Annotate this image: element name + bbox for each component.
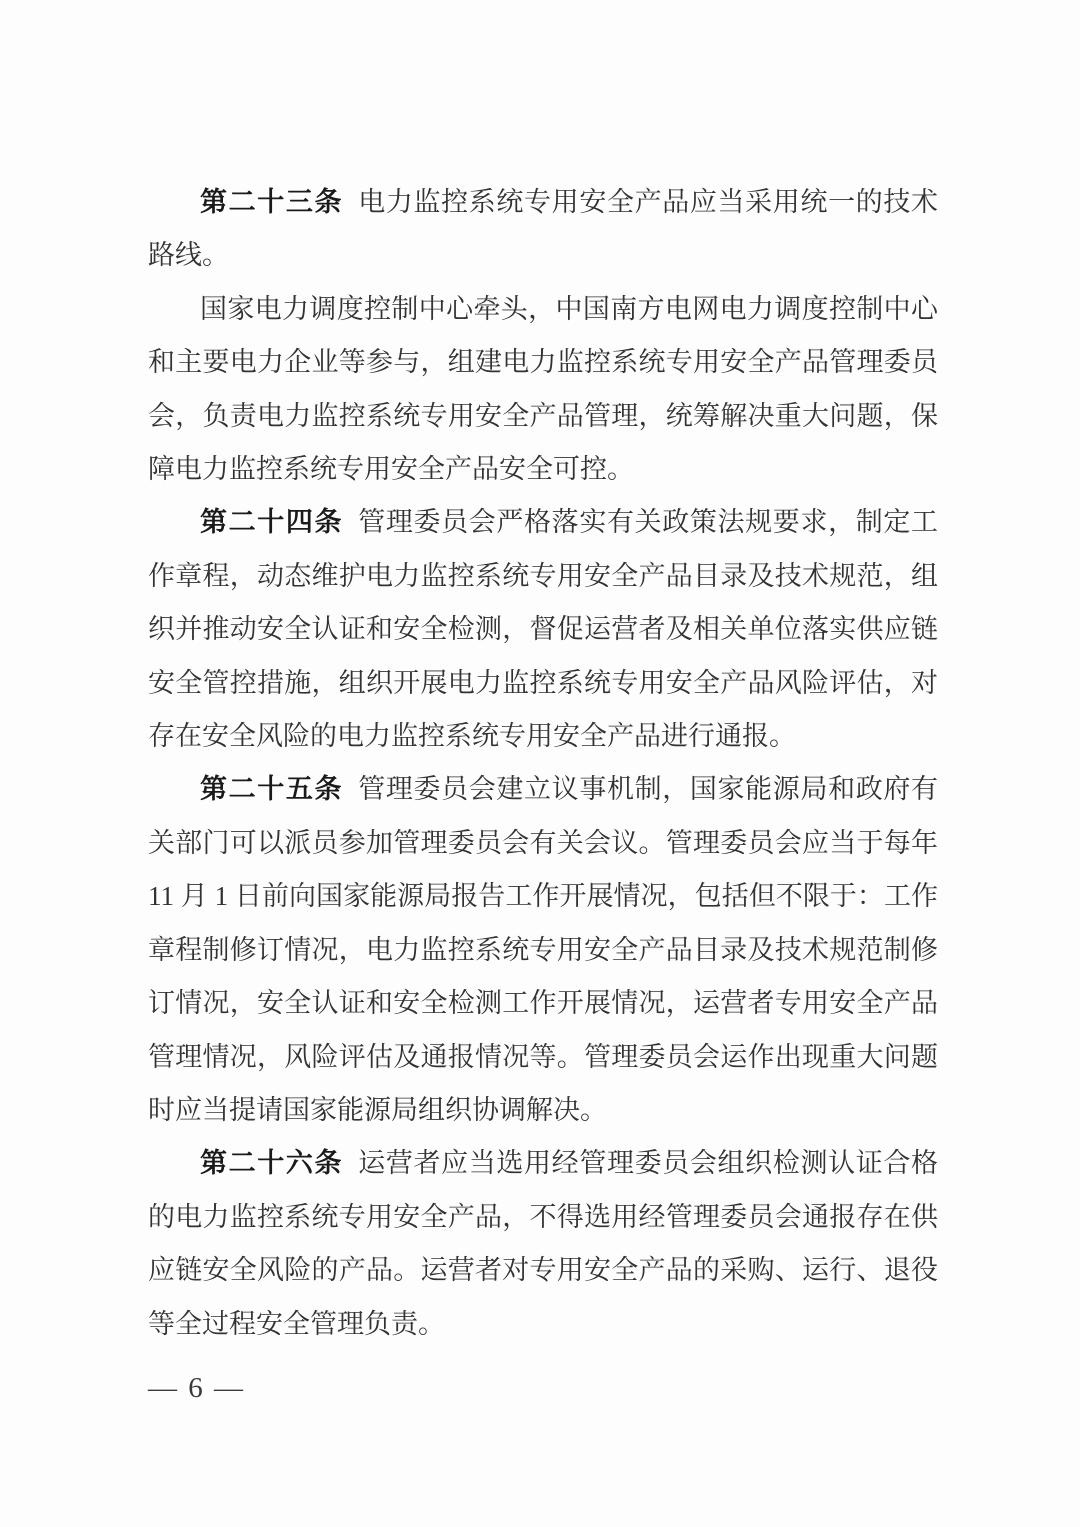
line-text: 作章程，动态维护电力监控系统专用安全产品目录及技术规范，组 <box>148 560 938 591</box>
line-text: 电力监控系统专用安全产品应当采用统一的技术 <box>358 187 939 217</box>
text-line <box>148 977 938 1030</box>
text-line <box>148 1298 938 1351</box>
article-26-paragraph <box>148 1137 938 1351</box>
text-line <box>148 1137 938 1190</box>
line-text: 国家电力调度控制中心牵头，中国南方电网电力调度控制中心 <box>200 293 938 324</box>
line-text: 管理情况，风险评估及通报情况等。管理委员会运作出现重大问题 <box>148 1041 938 1072</box>
line-text: 订情况，安全认证和安全检测工作开展情况，运营者专用安全产品 <box>148 988 938 1019</box>
line-text: 路线。 <box>148 240 229 271</box>
text-line <box>148 1031 938 1084</box>
line-text: 管理委员会建立议事机制，国家能源局和政府有 <box>358 774 939 805</box>
text-line <box>148 603 938 656</box>
line-text: 会，负责电力监控系统专用安全产品管理，统筹解决重大问题，保 <box>148 400 938 431</box>
line-text: 章程制修订情况，电力监控系统专用安全产品目录及技术规范制修 <box>148 934 938 965</box>
line-text: 运营者应当选用经管理委员会组织检测认证合格 <box>358 1148 939 1179</box>
text-line <box>148 763 938 816</box>
document-body <box>148 176 938 1351</box>
article-23-body-paragraph <box>148 283 938 497</box>
line-text: 时应当提请国家能源局组织协调解决。 <box>148 1094 607 1125</box>
line-text: 障电力监控系统专用安全产品安全可控。 <box>148 454 634 485</box>
text-line <box>148 924 938 977</box>
line-text: 等全过程安全管理负责。 <box>148 1308 445 1339</box>
text-line <box>148 176 938 229</box>
line-text: 管理委员会严格落实有关政策法规要求，制定工 <box>358 507 939 538</box>
page-number: — 6 — <box>148 1372 245 1404</box>
text-line <box>148 283 938 336</box>
line-text: 存在安全风险的电力监控系统专用安全产品进行通报。 <box>148 721 796 752</box>
line-text: 安全管控措施，组织开展电力监控系统专用安全产品风险评估，对 <box>148 667 938 698</box>
article-23-paragraph <box>148 176 938 283</box>
text-line <box>148 336 938 389</box>
text-line <box>148 870 938 923</box>
text-line <box>148 390 938 443</box>
line-text: 的电力监控系统专用安全产品，不得选用经管理委员会通报存在供 <box>148 1201 938 1232</box>
line-text: 织并推动安全认证和安全检测，督促运营者及相关单位落实供应链 <box>148 614 938 645</box>
line-text: 应链安全风险的产品。运营者对专用安全产品的采购、运行、退役 <box>148 1255 938 1286</box>
article-26-number: 第二十六条 <box>200 1148 344 1179</box>
article-25-paragraph <box>148 763 938 1137</box>
article-24-paragraph <box>148 496 938 763</box>
text-line <box>148 657 938 710</box>
text-line <box>148 1244 938 1297</box>
text-line <box>148 1191 938 1244</box>
article-24-number: 第二十四条 <box>200 507 344 538</box>
article-25-number: 第二十五条 <box>200 774 344 805</box>
text-line <box>148 550 938 603</box>
text-line <box>148 710 938 763</box>
text-line <box>148 229 938 282</box>
text-line <box>148 817 938 870</box>
text-line <box>148 443 938 496</box>
line-text: 和主要电力企业等参与，组建电力监控系统专用安全产品管理委员 <box>148 347 938 378</box>
line-text: 关部门可以派员参加管理委员会有关会议。管理委员会应当于每年 <box>148 827 938 858</box>
text-line <box>148 496 938 549</box>
text-line <box>148 1084 938 1137</box>
article-23-number: 第二十三条 <box>200 187 344 217</box>
line-text: 11 月 1 日前向国家能源局报告工作开展情况，包括但不限于：工作 <box>148 881 938 912</box>
